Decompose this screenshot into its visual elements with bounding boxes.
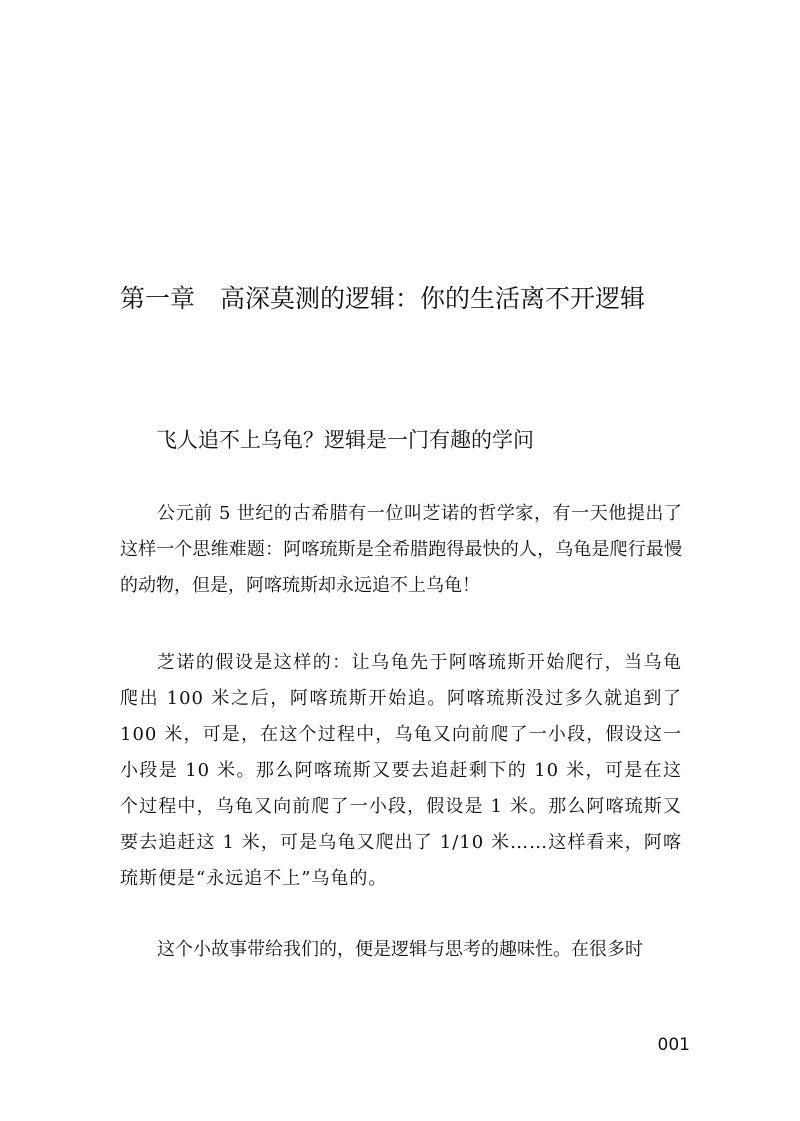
body-paragraph: 这个小故事带给我们的，便是逻辑与思考的趣味性。在很多时 [157,939,643,960]
chapter-title: 第一章 高深莫测的逻辑：你的生活离不开逻辑 [120,284,646,313]
section-title: 飞人追不上乌龟？逻辑是一门有趣的学问 [156,428,534,452]
page-number: 001 [657,1035,690,1055]
body-paragraph: 公元前 5 世纪的古希腊有一位叫芝诺的哲学家，有一天他提出了这样一个思维难题：阿喀琉斯是全希腊跑得最快的人，乌龟是爬行最慢的动物，但是，阿喀琉斯却永远追不上乌龟！ [120,503,682,596]
body-paragraph: 芝诺的假设是这样的：让乌龟先于阿喀琉斯开始爬行，当乌龟爬出 100 米之后，阿喀琉斯开始追。阿喀琉斯没过多久就追到了 100 米，可是，在这个过程中，乌龟又向前爬了一小段，假设这一小段是 10 米。那么阿喀琉斯又要去追赶剩下的 10 米，可是在这个过程中，乌龟又向前爬了一小段，假设是 1 米。那么阿喀琉斯又要去追赶这 1 米，可是乌龟又爬出了 1/10 米……这样看来，阿喀琉斯便是“永远追不上”乌龟的。 [120,652,682,889]
